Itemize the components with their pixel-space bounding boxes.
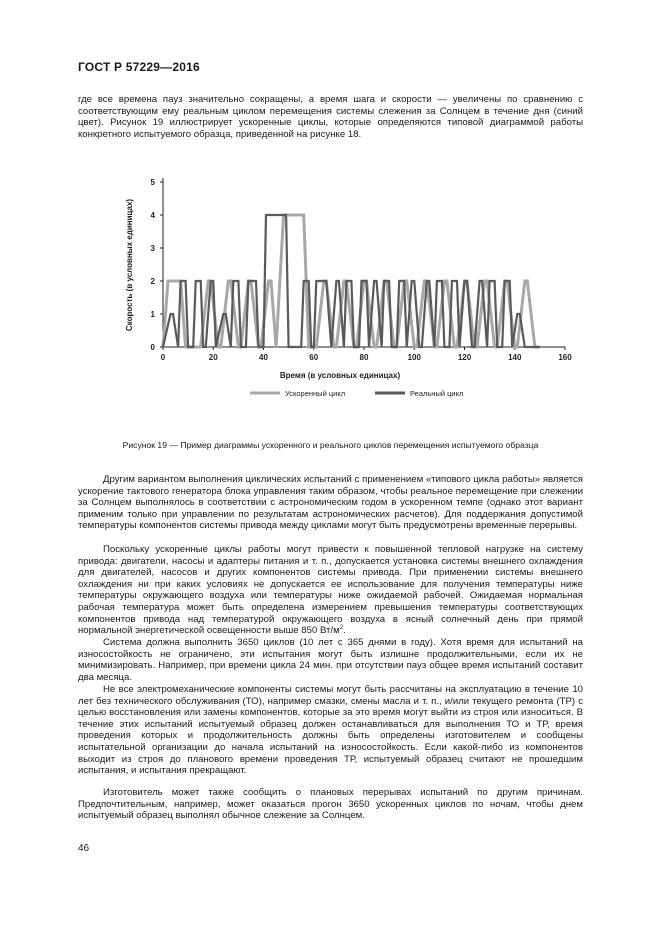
x-tick-label: 0 bbox=[160, 353, 166, 362]
paragraph-intro: где все времена пауз значительно сокращены, а время шага и скорости — увеличены по сравнению с соответствующим ему реальным циклом перемещения системы слежения за Солнцем в течение дня (синий цвет). Рисунок 19 иллюстрирует ускоренные циклы, которые определяются типовой диаграммой работы конкретного испытуемого образца, приведенной на рисунке 18. bbox=[78, 94, 583, 140]
document-header: ГОСТ Р 57229—2016 bbox=[78, 60, 200, 74]
figure-caption: Рисунок 19 — Пример диаграммы ускоренного и реального циклов перемещения испытуемого образца bbox=[122, 440, 539, 450]
x-tick-label: 160 bbox=[558, 353, 572, 362]
y-tick-label: 4 bbox=[150, 211, 155, 220]
x-tick-label: 40 bbox=[259, 353, 268, 362]
chart-series bbox=[163, 215, 540, 347]
paragraph-cooling bbox=[78, 544, 583, 637]
speed-time-chart bbox=[120, 170, 580, 410]
y-tick-label: 3 bbox=[150, 244, 155, 253]
x-tick-label: 60 bbox=[309, 353, 319, 362]
y-axis-label: Скорость (в условных единицах) bbox=[125, 198, 134, 332]
paragraph-cooling-end: . bbox=[343, 625, 346, 637]
x-tick-label: 100 bbox=[407, 353, 421, 362]
paragraph-cycles: Система должна выполнить 3650 циклов (10 лет с 365 днями в году). Хотя время для испытаний на износостойкость не ограничено, эти испытания могут быть излишне продолжительными, если их не минимизировать. Например, при времени цикла 24 мин. при отсутствии пауз общее время испытаний составит два месяца. bbox=[78, 637, 583, 683]
legend-label-2: Реальный цикл bbox=[410, 389, 464, 398]
x-axis-label: Время (в условных единицах) bbox=[279, 371, 401, 380]
paragraph-maintenance: Не все электромеханические компоненты системы могут быть рассчитаны на эксплуатацию в течение 10 лет без технического обслуживания (ТО), например смазки, смены масла и т. п., и/или текущего ремонта (ТР) с целью восстановления или замены компонентов, которые за это время могут выйти из строя или износиться. В течение этих испытаний испытуемый образец должен останавливаться для выполнения ТО и ТР, время проведения которых и продолжительность должны быть определены изготовителем и сообщены испытательной организации до начала испытаний на износостойкость. Если какой-либо из компонентов выходит из строя до планового времени проведения ТР, испытуемый образец считают не прошедшим испытания, и испытания прекращают. bbox=[78, 684, 583, 777]
x-tick-label: 20 bbox=[208, 353, 218, 362]
paragraph-breaks: Изготовитель может также сообщить о плановых перерывах испытаний по другим причинам. Предпочтительным, например, может оказаться прогон 3650 ускоренных циклов по ночам, чтобы днем испытуемый образец выполнял обычное слежение за Солнцем. bbox=[78, 787, 583, 822]
y-tick-label: 5 bbox=[150, 178, 155, 187]
superscript-2: 2 bbox=[339, 624, 344, 631]
legend-label-1: Ускоренный цикл bbox=[285, 389, 346, 398]
paragraph-alternative: Другим вариантом выполнения циклических испытаний с применением «типового цикла работы» является ускорение тактового генератора блока управления таким образом, чтобы реальное перемещение при слежении за Солнцем выполнялось в соответствии с астрономическим годом в ускоренном темпе (однако этот вариант применим только при управлении по результатам астрономических расчетов). Для поддержания допустимой температуры компонентов системы привода между циклами могут быть предусмотрены временные перерывы. bbox=[78, 474, 583, 532]
chart-legend bbox=[250, 389, 463, 398]
y-tick-label: 1 bbox=[150, 310, 155, 319]
paragraph-cooling-text: Поскольку ускоренные циклы работы могут привести к повышенной тепловой нагрузке на систему привода: двигатели, насосы и адаптеры питания и т. п., допускается установка системы внешнего охлаждения для двигателей, насосов и других компонентов системы привода. При применении системы внешнего охлаждения ни при каких условиях не допускается ее использование для получения температуры ниже температуры окружающего воздуха или температуры ниже ожидаемой рабочей. Ожидаемая нормальная рабочая температура может быть определена измерением превышения температуры соответствующих компонентов привода над температурой окружающего воздуха в ясный солнечный день при прямой нормальной энергетической освещенности выше 850 Вт/м bbox=[78, 544, 583, 637]
chart-ticks bbox=[151, 178, 573, 362]
x-tick-label: 80 bbox=[359, 353, 369, 362]
page-number: 46 bbox=[78, 843, 90, 854]
x-tick-label: 140 bbox=[508, 353, 522, 362]
x-tick-label: 120 bbox=[457, 353, 472, 362]
y-tick-label: 2 bbox=[150, 277, 155, 286]
y-tick-label: 0 bbox=[150, 343, 155, 352]
